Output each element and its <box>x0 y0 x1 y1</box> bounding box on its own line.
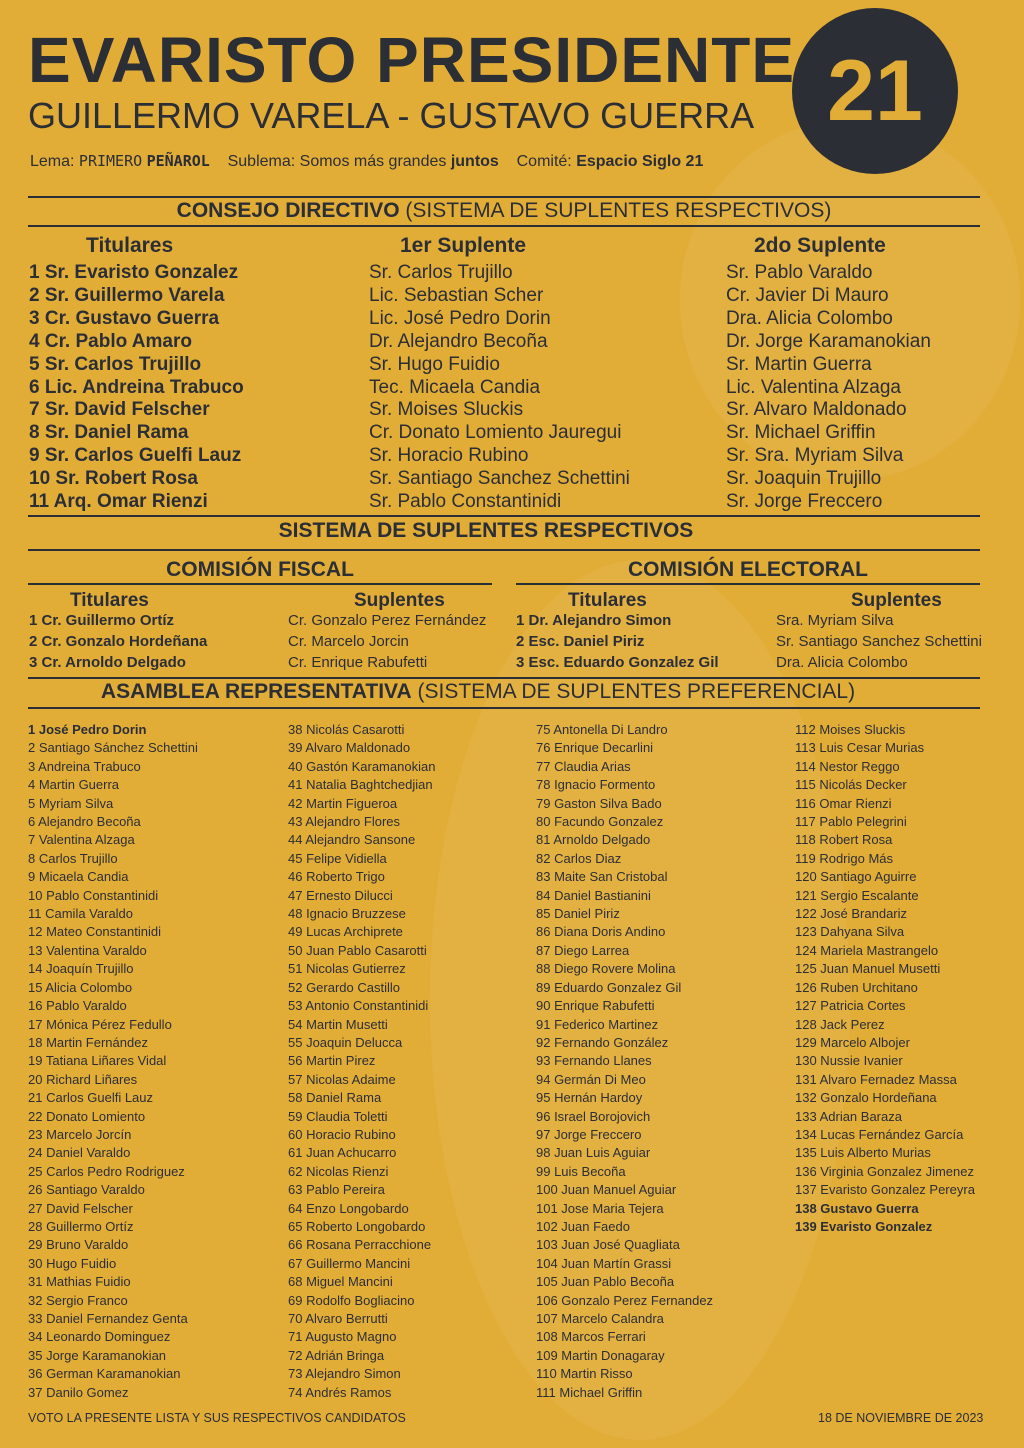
list-item: 94 Germán Di Meo <box>536 1071 646 1087</box>
consejo-header-segundo-suplente: 2do Suplente <box>754 234 886 257</box>
comite-value: Espacio Siglo 21 <box>576 153 704 170</box>
list-item: 136 Virginia Gonzalez Jimenez <box>795 1163 974 1179</box>
footer-left: VOTO LA PRESENTE LISTA Y SUS RESPECTIVOS CANDIDATOS <box>28 1411 406 1425</box>
list-item: Lic. Valentina Alzaga <box>726 376 901 398</box>
sublema-value: Somos más grandes <box>299 153 447 170</box>
list-item: 55 Joaquin Delucca <box>288 1034 403 1050</box>
list-item: 126 Ruben Urchitano <box>795 979 918 995</box>
asamblea-title-note: (SISTEMA DE SUPLENTES PREFERENCIAL) <box>417 680 856 703</box>
list-item: 87 Diego Larrea <box>536 942 630 958</box>
list-item: 18 Martin Fernández <box>28 1034 148 1050</box>
list-item: 117 Pablo Pelegrini <box>795 814 907 830</box>
consejo-primer-suplente-list <box>369 262 630 514</box>
list-item: 74 Andrés Ramos <box>288 1384 392 1400</box>
list-item: 52 Gerardo Castillo <box>288 979 400 995</box>
list-item: 61 Juan Achucarro <box>288 1145 397 1161</box>
page-subtitle: GUILLERMO VARELA - GUSTAVO GUERRA <box>28 95 755 136</box>
list-item: 93 Fernando Llanes <box>536 1053 652 1069</box>
list-item: 26 Santiago Varaldo <box>28 1182 145 1198</box>
list-item: 25 Carlos Pedro Rodriguez <box>28 1163 185 1179</box>
list-item: 128 Jack Perez <box>795 1016 885 1032</box>
list-item: 104 Juan Martín Grassi <box>536 1255 672 1271</box>
list-item: 4 Martin Guerra <box>28 777 120 793</box>
list-item: 124 Mariela Mastrangelo <box>795 942 939 958</box>
list-item: 51 Nicolas Gutierrez <box>288 961 406 977</box>
lema-value-a: PRIMERO <box>78 152 143 170</box>
list-item: 10 Pablo Constantinidi <box>28 887 159 903</box>
list-item: Sr. Santiago Sanchez Schettini <box>776 633 982 650</box>
list-item: Sr. Jorge Freccero <box>726 491 883 513</box>
fiscal-title: COMISIÓN FISCAL <box>166 558 354 581</box>
list-item: 70 Alvaro Berrutti <box>288 1311 388 1326</box>
list-item: 1 Sr. Evaristo Gonzalez <box>29 262 239 283</box>
list-item: 90 Enrique Rabufetti <box>536 998 655 1014</box>
list-item: 131 Alvaro Fernadez Massa <box>795 1071 957 1087</box>
list-item: 11 Camila Varaldo <box>28 906 134 922</box>
list-item: 96 Israel Borojovich <box>536 1108 651 1124</box>
list-item: 109 Martin Donagaray <box>536 1347 665 1363</box>
consejo-title-note: (SISTEMA DE SUPLENTES RESPECTIVOS) <box>405 199 832 222</box>
list-item: 7 Valentina Alzaga <box>28 832 135 848</box>
list-item: 88 Diego Rovere Molina <box>536 961 676 977</box>
list-item: 58 Daniel Rama <box>288 1090 382 1106</box>
asamblea-title-main: ASAMBLEA REPRESENTATIVA <box>100 680 412 703</box>
electoral-titulares-list <box>516 610 719 673</box>
list-item: 97 Jorge Freccero <box>536 1126 642 1142</box>
list-item: 66 Rosana Perracchione <box>288 1237 432 1253</box>
divider <box>28 225 980 227</box>
list-item: 3 Andreina Trabuco <box>28 758 141 774</box>
list-item: 6 Alejandro Becoña <box>28 814 141 830</box>
list-item: Tec. Micaela Candia <box>369 376 541 398</box>
list-item: 132 Gonzalo Hordeñana <box>795 1090 937 1106</box>
asamblea-title <box>28 680 928 704</box>
list-item: 42 Martin Figueroa <box>288 795 398 811</box>
list-item: Dra. Alicia Colombo <box>776 654 908 671</box>
page-title: EVARISTO PRESIDENTE <box>28 24 795 96</box>
list-item: 137 Evaristo Gonzalez Pereyra <box>795 1182 975 1198</box>
consejo-title <box>28 199 980 223</box>
list-item: 73 Alejandro Simon <box>288 1366 401 1382</box>
sublema-bold: juntos <box>450 153 499 170</box>
list-item: 13 Valentina Varaldo <box>28 942 147 958</box>
list-item: 138 Gustavo Guerra <box>795 1200 919 1216</box>
list-item: 38 Nicolás Casarotti <box>288 722 405 737</box>
consejo-title-main: CONSEJO DIRECTIVO <box>176 199 400 222</box>
sistema-title: SISTEMA DE SUPLENTES RESPECTIVOS <box>278 519 694 542</box>
list-item: 5 Myriam Silva <box>28 795 114 811</box>
consejo-header-titulares: Titulares <box>86 234 174 257</box>
list-item: 50 Juan Pablo Casarotti <box>288 942 427 958</box>
list-item: 64 Enzo Longobardo <box>288 1200 409 1216</box>
list-item: 76 Enrique Decarlini <box>536 740 654 756</box>
list-number-badge: 21 <box>796 12 954 170</box>
list-item: 98 Juan Luis Aguiar <box>536 1145 651 1161</box>
list-item: 127 Patricia Cortes <box>795 998 906 1014</box>
list-item: 62 Nicolas Rienzi <box>288 1163 389 1179</box>
lema-label: Lema: <box>30 153 75 170</box>
list-item: 77 Claudia Arias <box>536 758 631 774</box>
list-item: 45 Felipe Vidiella <box>288 850 387 866</box>
list-item: 44 Alejandro Sansone <box>288 832 416 848</box>
list-item: 106 Gonzalo Perez Fernandez <box>536 1292 714 1308</box>
list-item: 12 Mateo Constantinidi <box>28 924 161 940</box>
list-item: 130 Nussie Ivanier <box>795 1053 903 1069</box>
list-item: Sr. Carlos Trujillo <box>369 262 513 283</box>
list-item: 20 Richard Liñares <box>28 1071 138 1087</box>
list-item: Sr. Joaquin Trujillo <box>726 468 882 490</box>
list-item: 71 Augusto Magno <box>288 1329 397 1345</box>
divider <box>28 196 980 198</box>
list-item: Dr. Jorge Karamanokian <box>726 330 931 352</box>
list-item: 92 Fernando González <box>536 1034 669 1050</box>
list-item: 2 Sr. Guillermo Varela <box>29 284 225 306</box>
list-item: 9 Sr. Carlos Guelfi Lauz <box>29 445 242 467</box>
list-item: 8 Carlos Trujillo <box>28 850 118 866</box>
list-item: 84 Daniel Bastianini <box>536 887 651 903</box>
list-item: Sr. Sra. Myriam Silva <box>726 445 904 467</box>
list-item: 105 Juan Pablo Becoña <box>536 1274 675 1290</box>
list-item: 85 Daniel Piriz <box>536 906 620 922</box>
list-item: 3 Cr. Arnoldo Delgado <box>29 654 186 671</box>
list-item: 54 Martin Musetti <box>288 1016 388 1032</box>
divider <box>516 583 980 585</box>
list-item: 91 Federico Martinez <box>536 1016 659 1032</box>
list-item: 9 Micaela Candia <box>28 869 129 885</box>
list-item: Cr. Enrique Rabufetti <box>288 654 428 671</box>
list-item: 139 Evaristo Gonzalez <box>795 1218 933 1234</box>
list-item: 1 Dr. Alejandro Simon <box>516 612 672 629</box>
list-item: 27 David Felscher <box>28 1200 133 1216</box>
electoral-header-suplentes: Suplentes <box>851 590 942 611</box>
fiscal-header-titulares: Titulares <box>70 590 149 611</box>
lema-line <box>30 152 703 171</box>
list-item: 19 Tatiana Liñares Vidal <box>28 1053 167 1069</box>
footer-date: 18 DE NOVIEMBRE DE 2023 <box>818 1411 984 1425</box>
list-item: 40 Gastón Karamanokian <box>288 758 436 774</box>
list-item: 63 Pablo Pereira <box>288 1182 385 1198</box>
list-item: 46 Roberto Trigo <box>288 869 385 885</box>
list-item: 75 Antonella Di Landro <box>536 722 668 737</box>
list-item: 69 Rodolfo Bogliacino <box>288 1292 415 1308</box>
consejo-header-primer-suplente: 1er Suplente <box>400 234 527 257</box>
list-item: 119 Rodrigo Más <box>795 850 894 866</box>
list-item: 135 Luis Alberto Murias <box>795 1145 931 1161</box>
comite-label: Comité: <box>516 153 572 170</box>
list-item: 21 Carlos Guelfi Lauz <box>28 1090 154 1106</box>
list-item: 30 Hugo Fuidio <box>28 1255 117 1271</box>
list-item: 17 Mónica Pérez Fedullo <box>28 1016 172 1032</box>
list-item: 2 Esc. Daniel Piriz <box>516 633 645 650</box>
list-item: Sr. Horacio Rubino <box>369 445 529 467</box>
list-item: Lic. José Pedro Dorin <box>369 307 551 329</box>
electoral-title: COMISIÓN ELECTORAL <box>628 558 868 581</box>
list-item: Sr. Pablo Varaldo <box>726 262 873 283</box>
list-item: 95 Hernán Hardoy <box>536 1090 643 1106</box>
divider <box>28 707 980 709</box>
list-item: 59 Claudia Toletti <box>288 1108 388 1124</box>
list-item: 123 Dahyana Silva <box>795 924 905 940</box>
list-item: 34 Leonardo Dominguez <box>28 1329 171 1345</box>
list-item: 82 Carlos Diaz <box>536 850 622 866</box>
list-item: 125 Juan Manuel Musetti <box>795 961 941 977</box>
divider <box>28 677 980 679</box>
list-item: 79 Gaston Silva Bado <box>536 795 662 811</box>
list-item: Cr. Donato Lomiento Jauregui <box>369 422 622 444</box>
list-item: 5 Sr. Carlos Trujillo <box>29 353 202 375</box>
list-item: 113 Luis Cesar Murias <box>795 740 925 756</box>
list-item: 1 Cr. Guillermo Ortíz <box>29 612 175 629</box>
list-item: 65 Roberto Longobardo <box>288 1218 426 1234</box>
list-item: 36 German Karamanokian <box>28 1366 181 1382</box>
list-item: 33 Daniel Fernandez Genta <box>28 1311 188 1326</box>
list-item: 4 Cr. Pablo Amaro <box>29 330 192 352</box>
list-item: 43 Alejandro Flores <box>288 814 401 830</box>
list-item: 118 Robert Rosa <box>795 832 893 848</box>
list-item: 28 Guillermo Ortíz <box>28 1218 134 1234</box>
list-item: 37 Danilo Gomez <box>28 1384 129 1400</box>
fiscal-header-suplentes: Suplentes <box>354 590 445 611</box>
consejo-segundo-suplente-list <box>726 262 931 514</box>
list-item: 99 Luis Becoña <box>536 1163 626 1179</box>
list-item: 81 Arnoldo Delgado <box>536 832 651 848</box>
list-item: 78 Ignacio Formento <box>536 777 656 793</box>
divider <box>28 549 980 551</box>
electoral-header-titulares: Titulares <box>568 590 647 611</box>
list-item: 31 Mathias Fuidio <box>28 1274 131 1290</box>
list-item: Lic. Sebastian Scher <box>369 284 544 306</box>
list-item: 3 Cr. Gustavo Guerra <box>29 307 220 329</box>
list-item: 116 Omar Rienzi <box>795 795 892 811</box>
list-item: 120 Santiago Aguirre <box>795 869 917 885</box>
consejo-titulares-list <box>29 262 244 514</box>
list-item: 115 Nicolás Decker <box>795 777 907 793</box>
list-item: 111 Michael Griffin <box>536 1384 643 1400</box>
list-item: 32 Sergio Franco <box>28 1292 128 1308</box>
fiscal-titulares-list <box>29 610 207 673</box>
list-item: Sr. Moises Sluckis <box>369 399 524 421</box>
list-item: 67 Guillermo Mancini <box>288 1255 411 1271</box>
asamblea-column-4 <box>795 721 975 1236</box>
list-item: 48 Ignacio Bruzzese <box>288 906 406 922</box>
list-item: 134 Lucas Fernández García <box>795 1126 964 1142</box>
list-item: 22 Donato Lomiento <box>28 1108 146 1124</box>
lema-value-b: PEÑAROL <box>146 152 210 170</box>
list-item: 101 Jose Maria Tejera <box>536 1200 664 1216</box>
list-item: 2 Cr. Gonzalo Hordeñana <box>29 633 208 650</box>
list-item: 107 Marcelo Calandra <box>536 1311 664 1326</box>
list-item: Sr. Santiago Sanchez Schettini <box>369 468 630 490</box>
list-item: 16 Pablo Varaldo <box>28 998 127 1014</box>
list-item: Cr. Javier Di Mauro <box>726 284 889 306</box>
list-item: 112 Moises Sluckis <box>795 722 906 737</box>
asamblea-column-2 <box>288 721 435 1402</box>
list-item: 103 Juan José Quagliata <box>536 1237 680 1253</box>
list-item: 72 Adrián Bringa <box>288 1347 385 1363</box>
list-item: 10 Sr. Robert Rosa <box>29 468 198 490</box>
list-item: 11 Arq. Omar Rienzi <box>29 491 208 513</box>
list-item: 86 Diana Doris Andino <box>536 924 666 940</box>
list-item: Dr. Alejandro Becoña <box>369 330 548 352</box>
list-item: Sr. Pablo Constantinidi <box>369 491 562 513</box>
list-item: 1 José Pedro Dorin <box>28 722 147 737</box>
list-item: 129 Marcelo Albojer <box>795 1034 910 1050</box>
list-item: 80 Facundo Gonzalez <box>536 814 664 830</box>
list-item: Sr. Hugo Fuidio <box>369 353 500 375</box>
list-item: 3 Esc. Eduardo Gonzalez Gil <box>516 654 719 671</box>
list-item: 133 Adrian Baraza <box>795 1108 902 1124</box>
list-item: 7 Sr. David Felscher <box>29 399 210 421</box>
list-item: 49 Lucas Archiprete <box>288 924 403 940</box>
list-item: 110 Martin Risso <box>536 1366 633 1382</box>
list-item: 121 Sergio Escalante <box>795 887 919 903</box>
list-item: 100 Juan Manuel Aguiar <box>536 1182 677 1198</box>
list-item: 60 Horacio Rubino <box>288 1126 396 1142</box>
list-item: 24 Daniel Varaldo <box>28 1145 131 1161</box>
list-item: 39 Alvaro Maldonado <box>288 740 411 756</box>
list-item: 89 Eduardo Gonzalez Gil <box>536 979 682 995</box>
list-item: 56 Martin Pirez <box>288 1053 376 1069</box>
list-item: 53 Antonio Constantinidi <box>288 998 429 1014</box>
list-item: 114 Nestor Reggo <box>795 758 900 774</box>
list-item: 8 Sr. Daniel Rama <box>29 422 189 444</box>
list-item: 57 Nicolas Adaime <box>288 1071 396 1087</box>
fiscal-suplentes-list <box>288 610 486 673</box>
list-item: 2 Santiago Sánchez Schettini <box>28 740 198 756</box>
list-item: 15 Alicia Colombo <box>28 979 133 995</box>
list-item: 68 Miguel Mancini <box>288 1274 393 1290</box>
asamblea-column-1 <box>28 721 198 1402</box>
asamblea-column-3 <box>536 721 713 1402</box>
divider <box>28 515 980 517</box>
list-item: 122 José Brandariz <box>795 906 908 922</box>
list-item: Sr. Alvaro Maldonado <box>726 399 907 421</box>
list-item: 41 Natalia Baghtchedjian <box>288 777 433 793</box>
list-item: 35 Jorge Karamanokian <box>28 1347 167 1363</box>
list-item: 6 Lic. Andreina Trabuco <box>29 376 244 398</box>
list-item: Sr. Martin Guerra <box>726 353 872 375</box>
sublema-label: Sublema: <box>227 153 296 170</box>
list-item: Sr. Michael Griffin <box>726 422 876 444</box>
list-item: 108 Marcos Ferrari <box>536 1329 646 1345</box>
list-item: Dra. Alicia Colombo <box>726 307 893 329</box>
list-item: Cr. Marcelo Jorcin <box>288 633 409 650</box>
electoral-suplentes-list <box>776 610 982 673</box>
list-item: 83 Maite San Cristobal <box>536 869 668 885</box>
divider <box>28 583 492 585</box>
list-item: Cr. Gonzalo Perez Fernández <box>288 612 487 629</box>
list-item: 23 Marcelo Jorcín <box>28 1126 132 1142</box>
list-item: 47 Ernesto Dilucci <box>288 887 393 903</box>
list-item: 102 Juan Faedo <box>536 1218 630 1234</box>
list-item: 14 Joaquín Trujillo <box>28 961 134 977</box>
list-item: 29 Bruno Varaldo <box>28 1237 129 1253</box>
list-item: Sra. Myriam Silva <box>776 612 894 629</box>
